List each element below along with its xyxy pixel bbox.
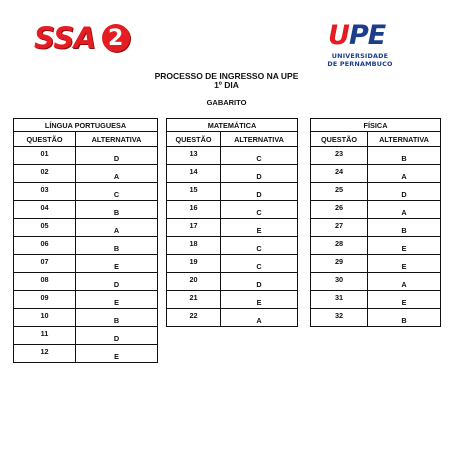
question-number: 27 <box>311 219 368 237</box>
question-number: 25 <box>311 183 368 201</box>
question-number: 24 <box>311 165 368 183</box>
answer-table-fisica <box>310 118 441 327</box>
document-label: GABARITO <box>206 98 247 107</box>
table-row <box>167 255 298 273</box>
answer-letter: A <box>76 165 158 183</box>
table-row <box>311 237 441 255</box>
table-row <box>311 201 441 219</box>
table-row <box>167 291 298 309</box>
answer-letter: E <box>76 291 158 309</box>
answer-table-matematica <box>166 118 298 327</box>
answer-letter: B <box>76 309 158 327</box>
column-header-questao: QUESTÃO <box>14 132 76 147</box>
table-row <box>14 255 158 273</box>
table-row <box>14 327 158 345</box>
question-number: 12 <box>14 345 76 363</box>
answer-letter: E <box>368 255 441 273</box>
table-row <box>311 165 441 183</box>
table-row <box>14 219 158 237</box>
table-row <box>311 273 441 291</box>
answer-letter: B <box>368 219 441 237</box>
table-row <box>311 219 441 237</box>
column-header-questao: QUESTÃO <box>167 132 221 147</box>
table-row <box>14 309 158 327</box>
column-header-alternativa: ALTERNATIVA <box>76 132 158 147</box>
answer-letter: A <box>368 201 441 219</box>
table-row <box>167 147 298 165</box>
table-row <box>311 309 441 327</box>
upe-logo-line2: DE PERNAMBUCO <box>327 60 393 68</box>
answer-letter: C <box>221 237 298 255</box>
question-number: 14 <box>167 165 221 183</box>
table-row <box>167 165 298 183</box>
table-title: FÍSICA <box>311 119 441 132</box>
table-row <box>167 309 298 327</box>
answer-letter: E <box>221 291 298 309</box>
upe-logo-mark <box>328 22 385 50</box>
question-number: 02 <box>14 165 76 183</box>
column-header-alternativa: ALTERNATIVA <box>368 132 441 147</box>
table-title: LÍNGUA PORTUGUESA <box>14 119 158 132</box>
answer-letter: C <box>221 201 298 219</box>
question-number: 31 <box>311 291 368 309</box>
table-row <box>14 165 158 183</box>
document-subtitle: 1º DIA <box>214 80 239 90</box>
answer-letter: E <box>76 345 158 363</box>
answer-letter: B <box>76 201 158 219</box>
answer-letter: E <box>368 237 441 255</box>
answer-letter: D <box>76 147 158 165</box>
question-number: 26 <box>311 201 368 219</box>
question-number: 11 <box>14 327 76 345</box>
table-row <box>167 273 298 291</box>
table-row <box>14 147 158 165</box>
upe-logo-pe: PE <box>348 20 386 51</box>
answer-letter: E <box>368 291 441 309</box>
answer-letter: D <box>368 183 441 201</box>
ssa-logo <box>34 22 130 54</box>
table-row <box>167 237 298 255</box>
question-number: 23 <box>311 147 368 165</box>
column-header-questao: QUESTÃO <box>311 132 368 147</box>
question-number: 03 <box>14 183 76 201</box>
column-header-alternativa: ALTERNATIVA <box>221 132 298 147</box>
upe-logo <box>314 22 406 70</box>
ssa-logo-text: SSA <box>34 21 96 55</box>
question-number: 17 <box>167 219 221 237</box>
answer-letter: D <box>221 273 298 291</box>
question-number: 07 <box>14 255 76 273</box>
answer-letter: A <box>221 309 298 327</box>
answer-letter: D <box>221 183 298 201</box>
table-row <box>14 273 158 291</box>
table-row <box>311 291 441 309</box>
table-row <box>167 183 298 201</box>
ssa-logo-number: 2 <box>102 24 130 52</box>
answer-letter: B <box>368 147 441 165</box>
answer-letter: C <box>221 147 298 165</box>
answer-letter: E <box>221 219 298 237</box>
question-number: 18 <box>167 237 221 255</box>
table-row <box>311 183 441 201</box>
answer-letter: E <box>76 255 158 273</box>
question-number: 20 <box>167 273 221 291</box>
question-number: 21 <box>167 291 221 309</box>
question-number: 09 <box>14 291 76 309</box>
answer-letter: D <box>76 327 158 345</box>
answer-letter: A <box>76 219 158 237</box>
answer-table-portugues <box>13 118 158 363</box>
answer-letter: C <box>221 255 298 273</box>
table-row <box>14 183 158 201</box>
table-title: MATEMÁTICA <box>167 119 298 132</box>
question-number: 06 <box>14 237 76 255</box>
upe-logo-u: U <box>328 20 349 51</box>
question-number: 28 <box>311 237 368 255</box>
answer-letter: C <box>76 183 158 201</box>
question-number: 10 <box>14 309 76 327</box>
question-number: 08 <box>14 273 76 291</box>
question-number: 01 <box>14 147 76 165</box>
upe-logo-line1: UNIVERSIDADE <box>331 52 389 60</box>
question-number: 05 <box>14 219 76 237</box>
question-number: 30 <box>311 273 368 291</box>
answer-letter: D <box>221 165 298 183</box>
table-row <box>311 147 441 165</box>
answer-letter: A <box>368 165 441 183</box>
question-number: 29 <box>311 255 368 273</box>
question-number: 13 <box>167 147 221 165</box>
question-number: 16 <box>167 201 221 219</box>
table-row <box>14 291 158 309</box>
document-title: PROCESSO DE INGRESSO NA UPE <box>154 71 299 81</box>
table-row <box>167 201 298 219</box>
question-number: 32 <box>311 309 368 327</box>
question-number: 22 <box>167 309 221 327</box>
question-number: 19 <box>167 255 221 273</box>
table-row <box>14 345 158 363</box>
table-row <box>311 255 441 273</box>
answer-letter: B <box>368 309 441 327</box>
answer-letter: D <box>76 273 158 291</box>
question-number: 04 <box>14 201 76 219</box>
table-row <box>167 219 298 237</box>
table-row <box>14 201 158 219</box>
table-row <box>14 237 158 255</box>
answer-letter: A <box>368 273 441 291</box>
answer-letter: B <box>76 237 158 255</box>
question-number: 15 <box>167 183 221 201</box>
